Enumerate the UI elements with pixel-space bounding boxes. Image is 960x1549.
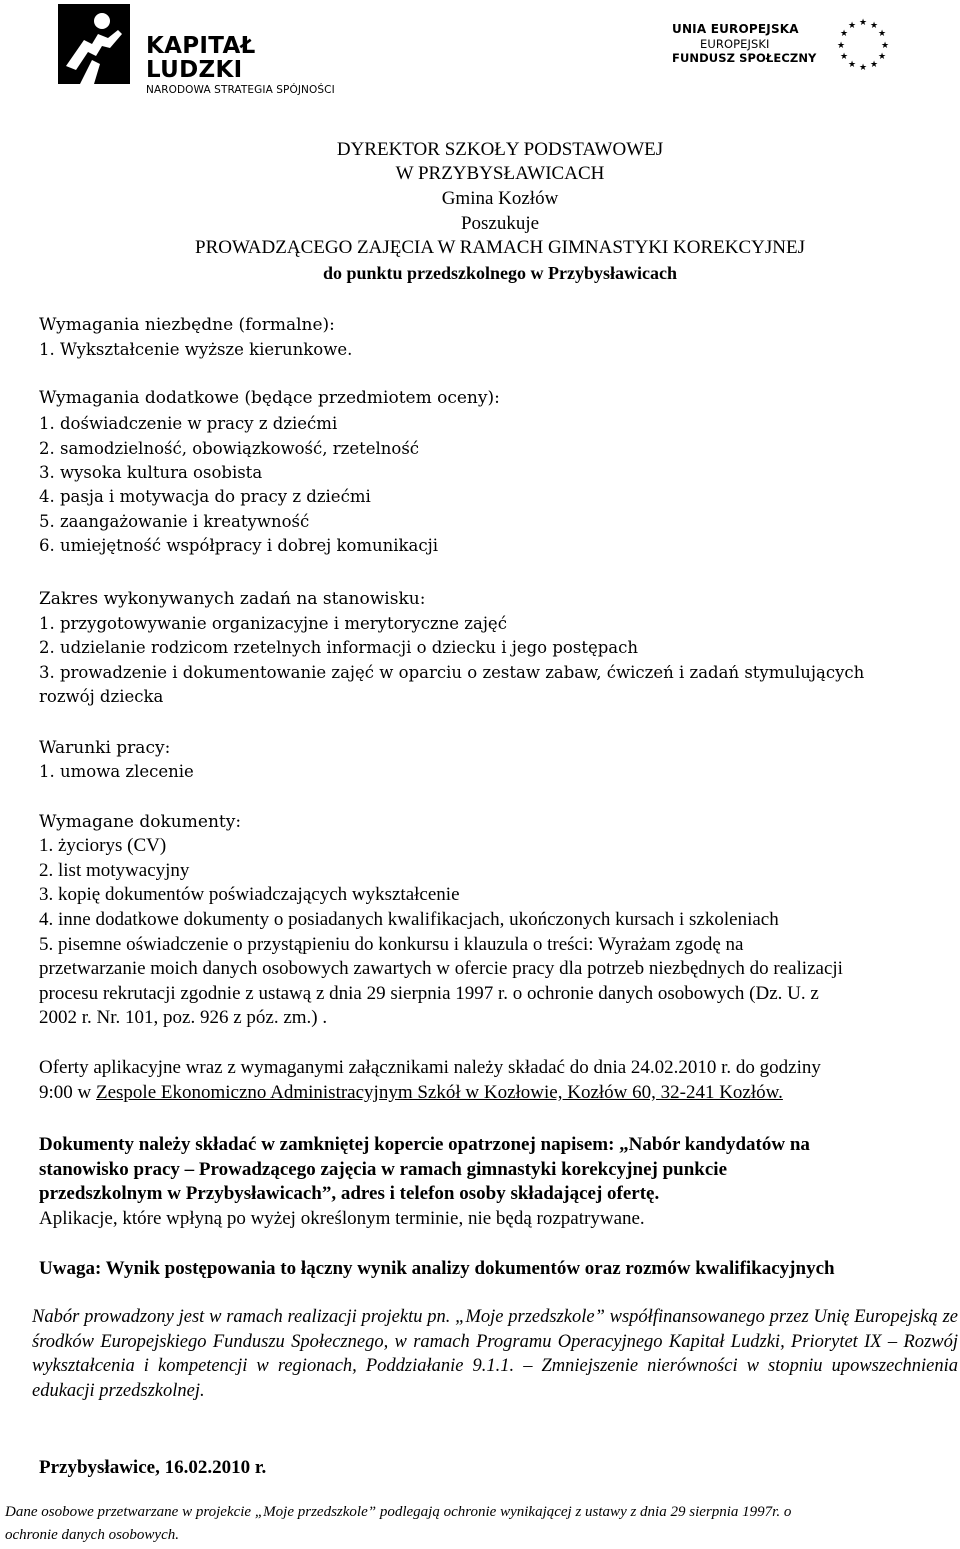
title-line2: W PRZYBYSŁAWICACH (395, 163, 605, 184)
svg-text:★: ★ (880, 41, 890, 51)
list-item: 5. zaangażowanie i kreatywność (39, 512, 310, 531)
list-item: 4. inne dodatkowe dokumenty o posiadanych kwalifikacjach, ukończonych kursach i szkoleniach (39, 909, 779, 930)
kapital-ludzki-title: KAPITAŁ LUDZKI (146, 33, 256, 83)
list-item: 4. pasja i motywacja do pracy z dziećmi (39, 487, 371, 506)
footer-line1: Dane osobowe przetwarzane w projekcie „Moje przedszkole” podlegają ochronie wynikającej z ustawy z dnia 29 sierpnia 1997r. o (5, 1504, 792, 1520)
svg-text:★: ★ (877, 52, 887, 62)
list-item-continuation: rozwój dziecka (39, 687, 164, 706)
svg-text:★: ★ (847, 21, 857, 31)
section-heading-formal: Wymagania niezbędne (formalne): (39, 315, 335, 335)
offers-line2-prefix: 9:00 w (39, 1082, 96, 1103)
section-heading-tasks: Zakres wykonywanych zadań na stanowisku: (39, 589, 426, 609)
kapital-ludzki-logo (58, 4, 358, 96)
list-item: 2. udzielanie rodzicom rzetelnych informacji o dziecku i jego postępach (39, 638, 638, 657)
list-item: 3. wysoka kultura osobista (39, 463, 263, 482)
place-date: Przybysławice, 16.02.2010 r. (39, 1457, 267, 1478)
eu-line3: FUNDUSZ SPOŁECZNY (672, 51, 817, 65)
section-heading-additional: Wymagania dodatkowe (będące przedmiotem oceny): (39, 388, 500, 408)
svg-text:★: ★ (858, 63, 868, 73)
list-item: 2. samodzielność, obowiązkowość, rzetelność (39, 439, 420, 458)
envelope-line3: przedszkolnym w Przybysławicach”, adres i telefon osoby składającej ofertę. (39, 1183, 660, 1204)
list-item: 3. kopię dokumentów poświadczających wykształcenie (39, 884, 460, 905)
envelope-line2: stanowisko pracy – Prowadzącego zajęcia w ramach gimnastyki korekcyjnej punkcie (39, 1159, 727, 1180)
envelope-line1: Dokumenty należy składać w zamkniętej kopercie opatrzonej napisem: „Nabór kandydatów na (39, 1134, 810, 1155)
list-item: 1. przygotowywanie organizacyjne i merytoryczne zajęć (39, 614, 507, 633)
list-item-continuation: przetwarzanie moich danych osobowych zawartych w ofercie pracy dla potrzeb niezbędnych do realizacji (39, 958, 843, 979)
kapital-ludzki-subtitle: NARODOWA STRATEGIA SPÓJNOŚCI (146, 84, 335, 96)
envelope-line4: Aplikacje, które wpłyną po wyżej określonym terminie, nie będą rozpatrywane. (39, 1208, 645, 1229)
offers-line2 (39, 1081, 783, 1105)
svg-text:★: ★ (869, 60, 879, 70)
project-paragraph: Nabór prowadzony jest w ramach realizacji projektu pn. „Moje przedszkole” współfinansowanego przez Unię Europejską ze środków Europejskiego Funduszu Społecznego, w ramach Programu Operacyjnego Kapitał Ludzki, Priorytet IX – Rozwój wykształcenia i kompetencji w regionach, Poddziałanie 9.1.1. – Zmniejszenie nierówności w stopniu upowszechnienia edukacji przedszkolnej. (32, 1307, 958, 1401)
eu-line2: EUROPEJSKI (700, 37, 770, 51)
list-item: 1. Wykształcenie wyższe kierunkowe. (39, 340, 353, 359)
list-item: 1. doświadczenie w pracy z dziećmi (39, 414, 338, 433)
section-heading-conditions: Warunki pracy: (39, 738, 171, 758)
list-item-continuation: 2002 r. Nr. 101, poz. 926 z póz. zm.) . (39, 1007, 328, 1028)
list-item: 6. umiejętność współpracy i dobrej komunikacji (39, 536, 439, 555)
notice: Uwaga: Wynik postępowania to łączny wynik analizy dokumentów oraz rozmów kwalifikacyjnych (39, 1258, 835, 1279)
footer-line2: ochronie danych osobowych. (5, 1527, 179, 1543)
svg-text:★: ★ (839, 29, 849, 39)
svg-text:★: ★ (839, 52, 849, 62)
svg-text:★: ★ (877, 29, 887, 39)
title-line6: do punktu przedszkolnego w Przybysławicach (322, 263, 678, 283)
school-address-link[interactable]: Zespole Ekonomiczno Administracyjnym Szkół w Kozłowie, Kozłów 60, 32-241 Kozłów. (96, 1082, 783, 1103)
eu-social-fund-logo (672, 16, 942, 76)
title-line4: Poszukuje (460, 213, 540, 234)
title-line1: DYREKTOR SZKOŁY PODSTAWOWEJ (336, 139, 664, 160)
kapital-ludzki-emblem-icon (58, 4, 130, 84)
kapital-ludzki-wordmark (146, 34, 358, 97)
list-item: 1. życiorys (CV) (39, 835, 167, 856)
list-item: 2. list motywacyjny (39, 860, 190, 881)
eu-wordmark (672, 22, 816, 65)
svg-text:★: ★ (858, 18, 868, 28)
svg-text:★: ★ (836, 41, 846, 51)
section-heading-documents: Wymagane dokumenty: (39, 812, 242, 832)
svg-text:★: ★ (847, 60, 857, 70)
title-line5: PROWADZĄCEGO ZAJĘCIA W RAMACH GIMNASTYKI KOREKCYJNEJ (195, 237, 805, 258)
offers-line1: Oferty aplikacyjne wraz z wymaganymi załącznikami należy składać do dnia 24.02.2010 r. do godziny (39, 1057, 821, 1078)
list-item: 1. umowa zlecenie (39, 762, 194, 781)
eu-line1: UNIA EUROPEJSKA (672, 22, 799, 36)
title-line3: Gmina Kozłów (441, 188, 559, 209)
list-item-continuation: procesu rekrutacji zgodnie z ustawą z dnia 29 sierpnia 1997 r. o ochronie danych osobowych (Dz. U. z (39, 983, 819, 1004)
svg-text:★: ★ (869, 21, 879, 31)
list-item: 3. prowadzenie i dokumentowanie zajęć w oparciu o zestaw zabaw, ćwiczeń i zadań stymulujących (39, 663, 865, 682)
eu-stars-icon (834, 16, 892, 74)
list-item: 5. pisemne oświadczenie o przystąpieniu do konkursu i klauzula o treści: Wyrażam zgodę na (39, 934, 744, 955)
